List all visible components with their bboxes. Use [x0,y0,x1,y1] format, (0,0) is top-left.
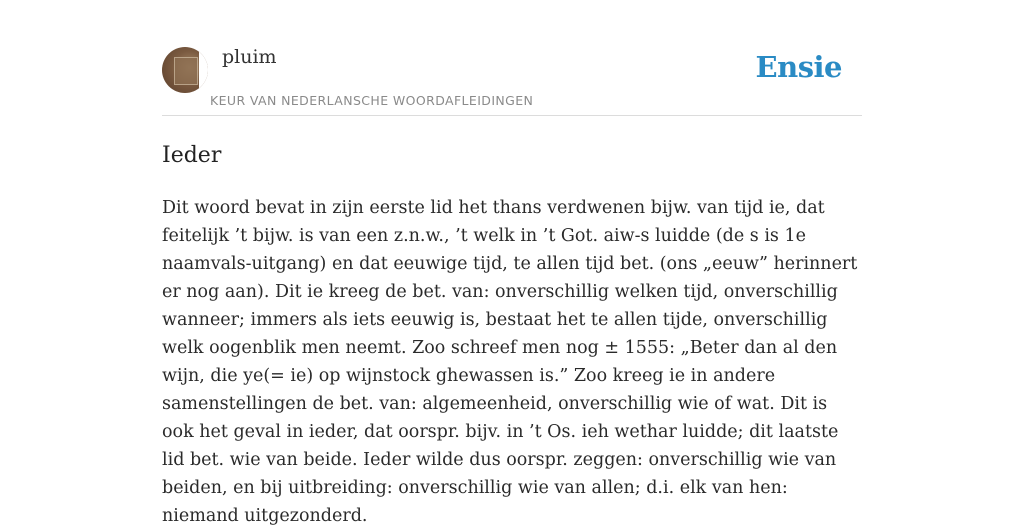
username-link[interactable]: pluim [222,46,277,68]
user-avatar[interactable] [162,47,208,93]
avatar-edge [199,47,208,93]
brand-logo[interactable]: Ensie [755,50,842,84]
avatar-image [174,57,198,85]
entry-header [162,0,862,116]
entry-definition: Dit woord bevat in zijn eerste lid het thans verdwenen bijw. van tijd ie, dat feitelijk ’t bijw. is van een z.n.w., ’t welk in ’t Got. aiw-s luidde (de s is 1e naamvals-uitgang) en dat eeuwige tijd, te allen tijd bet. (ons „eeuw” herinnert er nog aan). Dit ie kreeg de bet. van: onverschillig welken tijd, onverschillig wanneer; immers als iets eeuwig is, bestaat het te allen tijde, onverschillig welk oogenblik men neemt. Zoo schreef men nog ± 1555: „Beter dan al den wijn, die ye(= ie) op wijnstock ghewassen is.” Zoo kreeg ie in andere samenstellingen de bet. van: algemeenheid, onverschillig wie of wat. Dit is ook het geval in ieder, dat oorspr. bijv. in ’t Os. ieh wethar luidde; dit laatste lid bet. wie van beide. Ieder wilde dus oorspr. zeggen: onverschillig wie van beiden, en bij uitbreiding: onverschillig wie van allen; d.i. elk van hen: niemand uitgezonderd. [162,198,858,526]
entry-title: Ieder [162,143,222,168]
entry-card [162,0,862,530]
source-label[interactable]: KEUR VAN NEDERLANSCHE WOORDAFLEIDINGEN [210,93,534,108]
